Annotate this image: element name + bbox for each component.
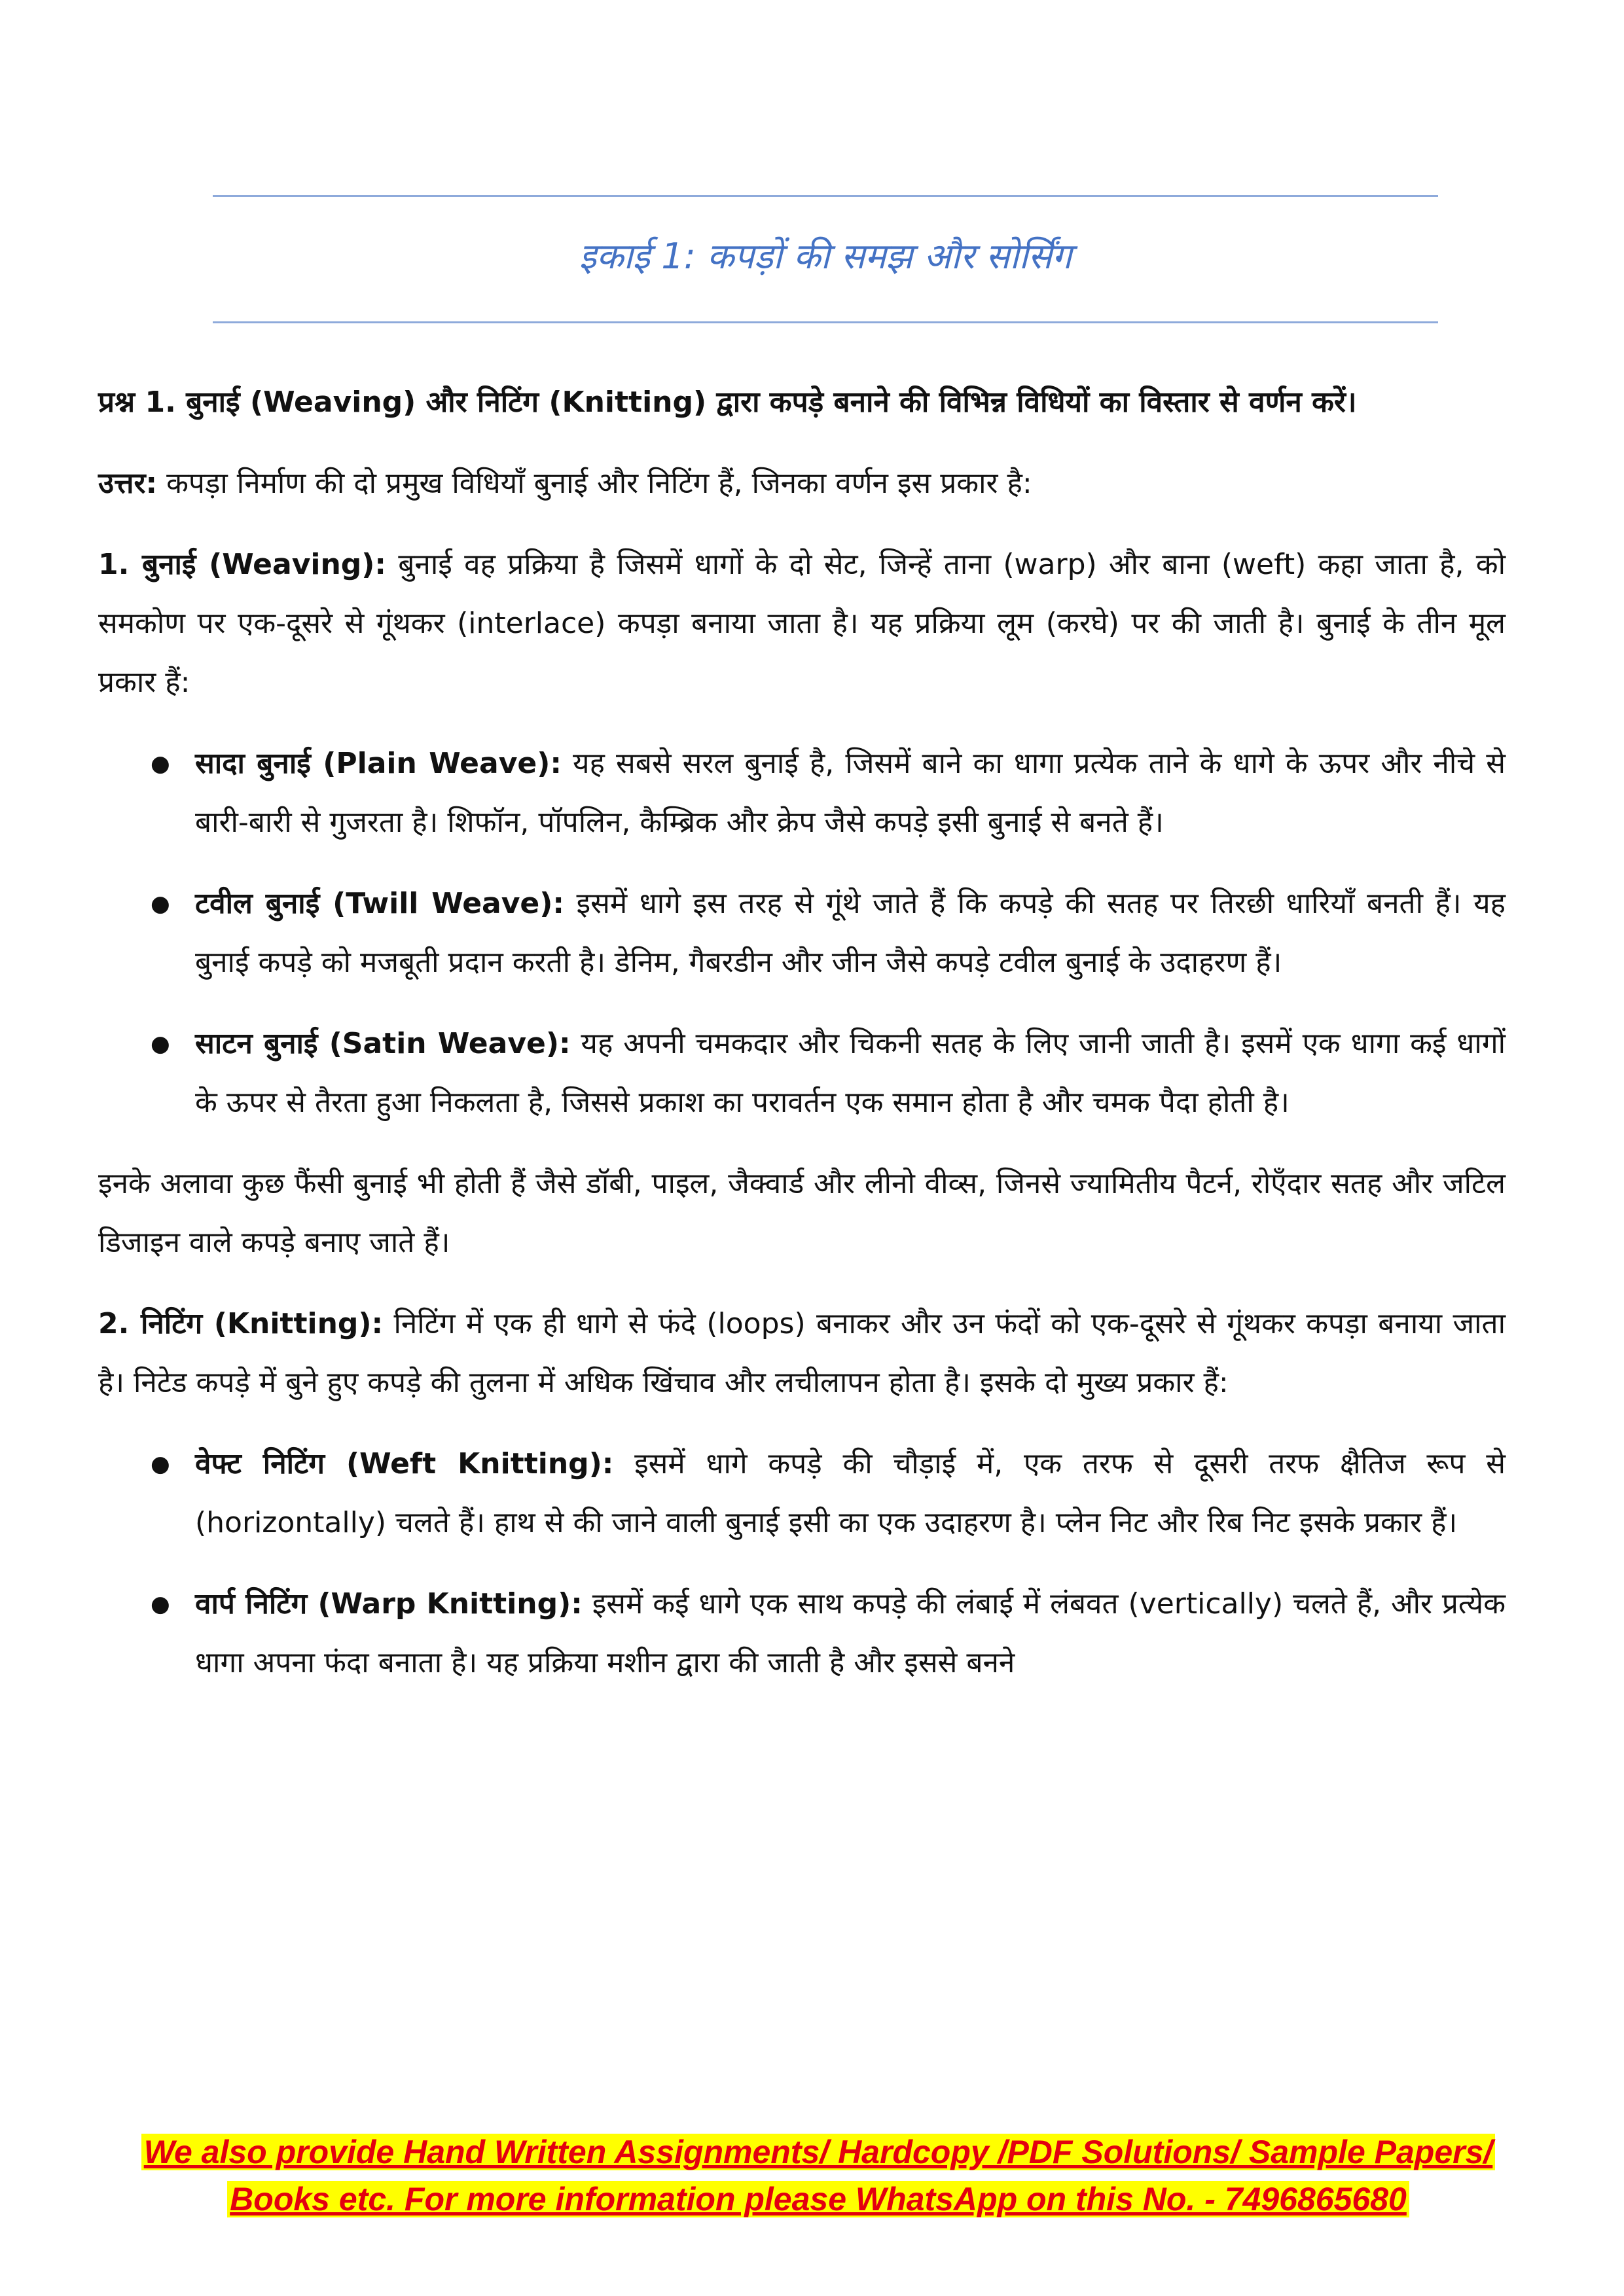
promo-line-1: We also provide Hand Written Assignments/ Hardcopy /PDF Solutions/ Sample Papers/ <box>141 2134 1496 2170</box>
list-item-text: यह अपनी चमकदार और चिकनी सतह के लिए जानी जाती है। इसमें एक धागा कई धागों के ऊपर से तैरता हुआ निकलता है, जिससे प्रकाश का परावर्तन एक समान होता है और चमक पैदा होती है। <box>195 1027 1506 1119</box>
knitting-section <box>98 1295 1506 1412</box>
list-item-label: वार्प निटिंग (Warp Knitting): <box>195 1587 583 1621</box>
weaving-section <box>98 535 1506 712</box>
question-paragraph <box>98 373 1506 432</box>
bullet-icon: ● <box>151 1591 170 1617</box>
promo-line-2: Books etc. For more information please WhatsApp on this No. - 7496865680 <box>227 2181 1409 2217</box>
list-item-label: टवील बुनाई (Twill Weave): <box>195 887 564 920</box>
list-item-satin-weave <box>98 1014 1506 1132</box>
knitting-types-list <box>98 1435 1506 1693</box>
weaving-heading: 1. बुनाई (Weaving): <box>98 548 387 581</box>
answer-label: उत्तर: <box>98 467 158 500</box>
answer-intro-text: कपड़ा निर्माण की दो प्रमुख विधियाँ बुनाई और निटिंग हैं, जिनका वर्णन इस प्रकार है: <box>157 467 1032 500</box>
list-item-label: सादा बुनाई (Plain Weave): <box>195 747 562 780</box>
title-rule-bottom <box>213 321 1438 323</box>
weave-types-list <box>98 734 1506 1132</box>
list-item-text: इसमें कई धागे एक साथ कपड़े की लंबाई में लंबवत (vertically) चलते हैं, और प्रत्येक धागा अपना फंदा बनाता है। यह प्रक्रिया मशीन द्वारा की जाती है और इससे बनने <box>195 1587 1506 1679</box>
question-text: प्रश्न 1. बुनाई (Weaving) और निटिंग (Knitting) द्वारा कपड़े बनाने की विभिन्न विधियों का विस्तार से वर्णन करें। <box>98 386 1357 419</box>
bullet-icon: ● <box>151 751 170 777</box>
list-item-plain-weave <box>98 734 1506 852</box>
promo-footer <box>98 2128 1538 2223</box>
list-item-text: यह सबसे सरल बुनाई है, जिसमें बाने का धागा प्रत्येक ताने के धागे के ऊपर और नीचे से बारी-बारी से गुजरता है। शिफॉन, पॉपलिन, कैम्ब्रिक और क्रेप जैसे कपड़े इसी बुनाई से बनते हैं। <box>195 747 1506 839</box>
document-body <box>98 373 1506 1715</box>
fancy-weaves-paragraph: इनके अलावा कुछ फैंसी बुनाई भी होती हैं जैसे डॉबी, पाइल, जैक्वार्ड और लीनो वीव्स, जिनसे ज्यामितीय पैटर्न, रोएँदार सतह और जटिल डिजाइन वाले कपड़े बनाए जाते हैं। <box>98 1167 1506 1259</box>
list-item-weft-knitting <box>98 1435 1506 1552</box>
knitting-description: निटिंग में एक ही धागे से फंदे (loops) बनाकर और उन फंदों को एक-दूसरे से गूंथकर कपड़ा बनाया जाता है। निटेड कपड़े में बुने हुए कपड़े की तुलना में अधिक खिंचाव और लचीलापन होता है। इसके दो मुख्य प्रकार हैं: <box>98 1307 1506 1399</box>
list-item-text: इसमें धागे कपड़े की चौड़ाई में, एक तरफ से दूसरी तरफ क्षैतिज रूप से (horizontally) चलते हैं। हाथ से की जाने वाली बुनाई इसी का एक उदाहरण है। प्लेन निट और रिब निट इसके प्रकार हैं। <box>195 1447 1506 1539</box>
bullet-icon: ● <box>151 1031 170 1057</box>
unit-title: इकाई 1: कपड़ों की समझ और सोर्सिंग <box>579 236 1072 277</box>
list-item-warp-knitting <box>98 1575 1506 1693</box>
list-item-label: वेफ्ट निटिंग (Weft Knitting): <box>195 1447 614 1480</box>
bullet-icon: ● <box>151 891 170 917</box>
list-item-twill-weave <box>98 874 1506 992</box>
knitting-heading: 2. निटिंग (Knitting): <box>98 1307 384 1340</box>
weaving-description: बुनाई वह प्रक्रिया है जिसमें धागों के दो सेट, जिन्हें ताना (warp) और बाना (weft) कहा जाता है, को समकोण पर एक-दूसरे से गूंथकर (interlace) कपड़ा बनाया जाता है। यह प्रक्रिया लूम (करघे) पर की जाती है। बुनाई के तीन मूल प्रकार हैं: <box>98 548 1506 699</box>
list-item-label: साटन बुनाई (Satin Weave): <box>195 1027 571 1060</box>
bullet-icon: ● <box>151 1451 170 1477</box>
list-item-text: इसमें धागे इस तरह से गूंथे जाते हैं कि कपड़े की सतह पर तिरछी धारियाँ बनती हैं। यह बुनाई कपड़े को मजबूती प्रदान करती है। डेनिम, गैबरडीन और जीन जैसे कपड़े टवील बुनाई के उदाहरण हैं। <box>195 887 1506 979</box>
answer-intro <box>98 454 1506 513</box>
title-rule-top <box>213 195 1438 197</box>
